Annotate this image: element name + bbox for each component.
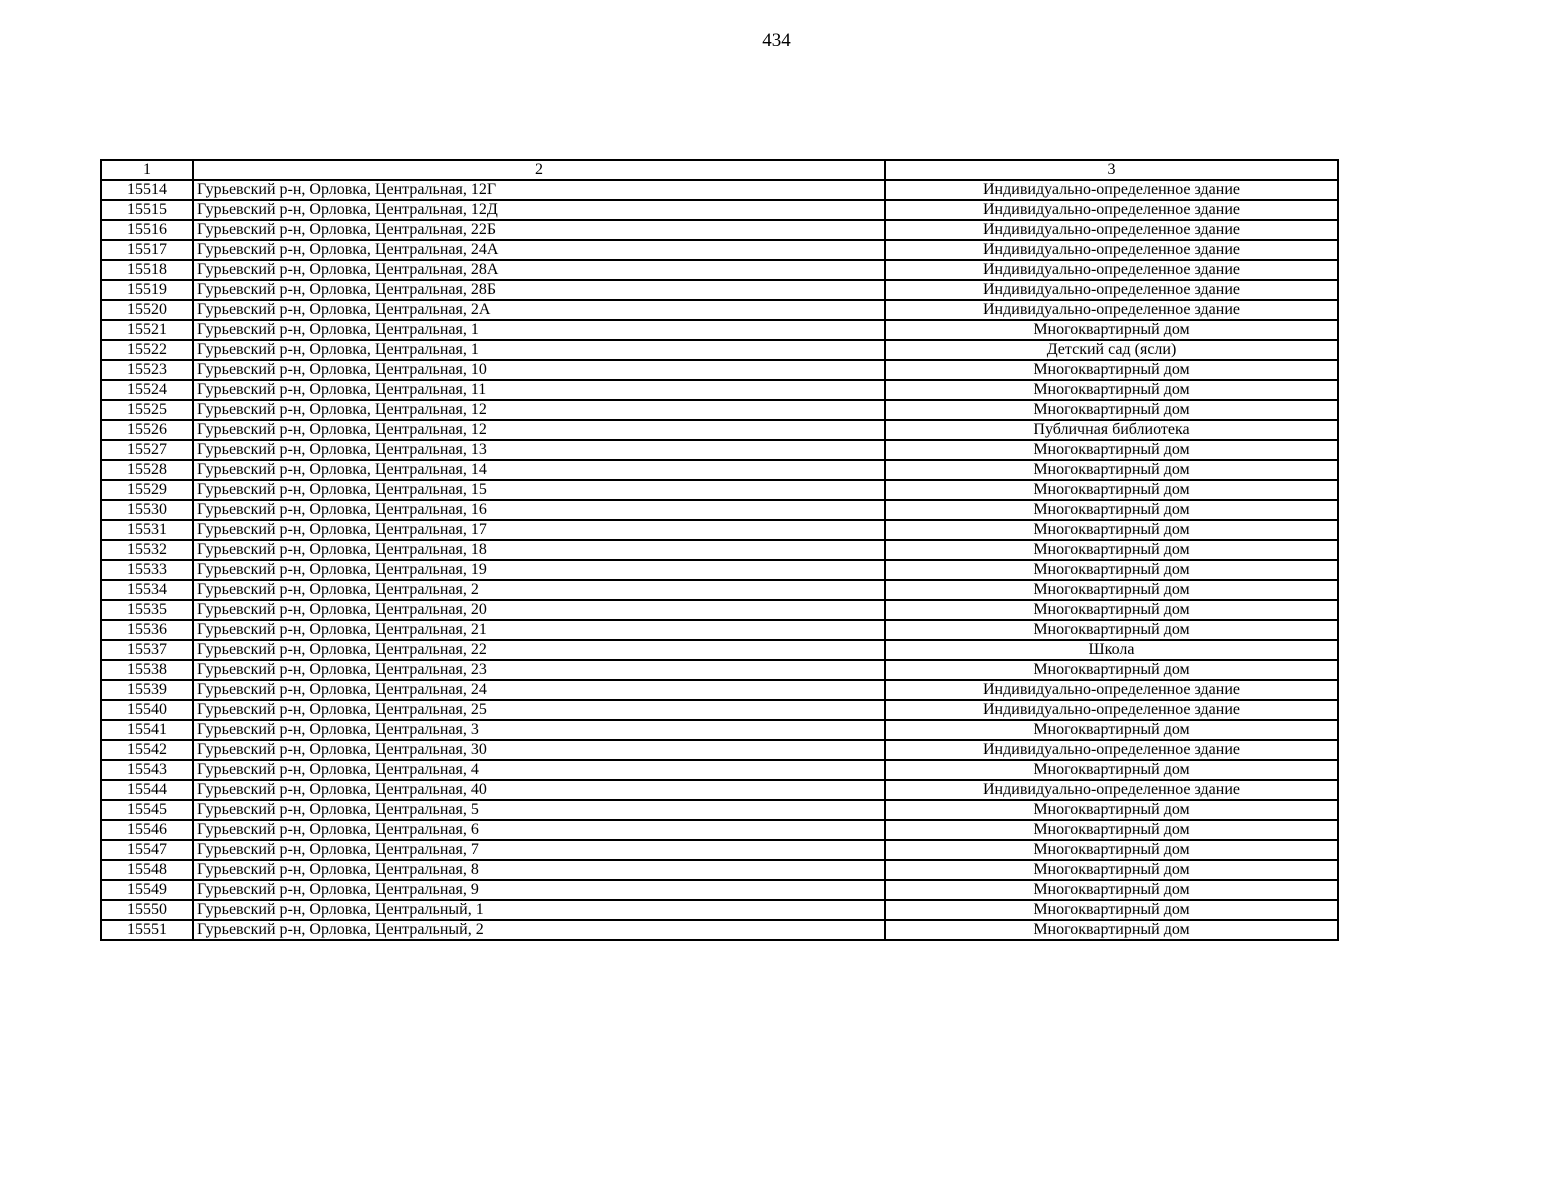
row-object-type: Индивидуально-определенное здание (885, 200, 1338, 220)
table-row (101, 360, 1338, 380)
row-object-type: Многоквартирный дом (885, 500, 1338, 520)
row-address: Гурьевский р-н, Орловка, Центральная, 15 (193, 480, 885, 500)
row-object-type: Многоквартирный дом (885, 560, 1338, 580)
registry-table (100, 159, 1339, 941)
row-address: Гурьевский р-н, Орловка, Центральная, 40 (193, 780, 885, 800)
row-number: 15524 (101, 380, 193, 400)
row-number: 15551 (101, 920, 193, 940)
row-address: Гурьевский р-н, Орловка, Центральная, 17 (193, 520, 885, 540)
row-object-type: Многоквартирный дом (885, 860, 1338, 880)
row-address: Гурьевский р-н, Орловка, Центральная, 5 (193, 800, 885, 820)
row-address: Гурьевский р-н, Орловка, Центральная, 3 (193, 720, 885, 740)
header-col-1: 1 (101, 160, 193, 180)
table-row (101, 780, 1338, 800)
row-address: Гурьевский р-н, Орловка, Центральная, 9 (193, 880, 885, 900)
row-address: Гурьевский р-н, Орловка, Центральная, 23 (193, 660, 885, 680)
table-row (101, 640, 1338, 660)
table-row (101, 520, 1338, 540)
table-row (101, 580, 1338, 600)
row-address: Гурьевский р-н, Орловка, Центральная, 22 (193, 640, 885, 660)
row-number: 15538 (101, 660, 193, 680)
row-number: 15529 (101, 480, 193, 500)
row-object-type: Многоквартирный дом (885, 580, 1338, 600)
row-number: 15534 (101, 580, 193, 600)
row-object-type: Многоквартирный дом (885, 520, 1338, 540)
row-address: Гурьевский р-н, Орловка, Центральная, 30 (193, 740, 885, 760)
row-number: 15527 (101, 440, 193, 460)
row-number: 15539 (101, 680, 193, 700)
row-object-type: Публичная библиотека (885, 420, 1338, 440)
row-number: 15540 (101, 700, 193, 720)
row-number: 15549 (101, 880, 193, 900)
table-row (101, 720, 1338, 740)
table-row (101, 860, 1338, 880)
row-address: Гурьевский р-н, Орловка, Центральная, 18 (193, 540, 885, 560)
row-number: 15519 (101, 280, 193, 300)
table-row (101, 920, 1338, 940)
row-object-type: Многоквартирный дом (885, 880, 1338, 900)
table-row (101, 620, 1338, 640)
table-row (101, 820, 1338, 840)
table-row (101, 880, 1338, 900)
row-object-type: Многоквартирный дом (885, 820, 1338, 840)
row-address: Гурьевский р-н, Орловка, Центральная, 7 (193, 840, 885, 860)
row-number: 15523 (101, 360, 193, 380)
row-number: 15522 (101, 340, 193, 360)
row-number: 15537 (101, 640, 193, 660)
row-address: Гурьевский р-н, Орловка, Центральная, 21 (193, 620, 885, 640)
table-row (101, 660, 1338, 680)
row-object-type: Многоквартирный дом (885, 460, 1338, 480)
row-object-type: Индивидуально-определенное здание (885, 680, 1338, 700)
table-row (101, 340, 1338, 360)
table-row (101, 800, 1338, 820)
table-row (101, 600, 1338, 620)
table-body (101, 180, 1338, 940)
table-row (101, 420, 1338, 440)
row-address: Гурьевский р-н, Орловка, Центральная, 12 (193, 420, 885, 440)
row-address: Гурьевский р-н, Орловка, Центральный, 2 (193, 920, 885, 940)
row-number: 15521 (101, 320, 193, 340)
table-row (101, 760, 1338, 780)
row-object-type: Многоквартирный дом (885, 840, 1338, 860)
row-address: Гурьевский р-н, Орловка, Центральная, 8 (193, 860, 885, 880)
row-number: 15543 (101, 760, 193, 780)
row-object-type: Индивидуально-определенное здание (885, 240, 1338, 260)
row-number: 15520 (101, 300, 193, 320)
row-number: 15531 (101, 520, 193, 540)
row-number: 15533 (101, 560, 193, 580)
row-object-type: Многоквартирный дом (885, 760, 1338, 780)
row-number: 15550 (101, 900, 193, 920)
row-number: 15542 (101, 740, 193, 760)
row-object-type: Многоквартирный дом (885, 380, 1338, 400)
row-object-type: Многоквартирный дом (885, 720, 1338, 740)
row-object-type: Многоквартирный дом (885, 600, 1338, 620)
table-row (101, 300, 1338, 320)
row-object-type: Многоквартирный дом (885, 480, 1338, 500)
table-row (101, 440, 1338, 460)
row-object-type: Многоквартирный дом (885, 540, 1338, 560)
row-address: Гурьевский р-н, Орловка, Центральная, 24 (193, 680, 885, 700)
row-address: Гурьевский р-н, Орловка, Центральная, 1 (193, 320, 885, 340)
row-number: 15528 (101, 460, 193, 480)
row-number: 15532 (101, 540, 193, 560)
row-address: Гурьевский р-н, Орловка, Центральная, 6 (193, 820, 885, 840)
row-address: Гурьевский р-н, Орловка, Центральная, 28А (193, 260, 885, 280)
row-object-type: Многоквартирный дом (885, 620, 1338, 640)
table-row (101, 500, 1338, 520)
row-address: Гурьевский р-н, Орловка, Центральная, 22Б (193, 220, 885, 240)
row-address: Гурьевский р-н, Орловка, Центральная, 12 (193, 400, 885, 420)
table-row (101, 400, 1338, 420)
row-address: Гурьевский р-н, Орловка, Центральная, 2 (193, 580, 885, 600)
table-row (101, 740, 1338, 760)
row-number: 15545 (101, 800, 193, 820)
row-object-type: Школа (885, 640, 1338, 660)
row-address: Гурьевский р-н, Орловка, Центральная, 1 (193, 340, 885, 360)
row-number: 15541 (101, 720, 193, 740)
row-object-type: Индивидуально-определенное здание (885, 740, 1338, 760)
row-address: Гурьевский р-н, Орловка, Центральный, 1 (193, 900, 885, 920)
row-object-type: Индивидуально-определенное здание (885, 260, 1338, 280)
row-object-type: Индивидуально-определенное здание (885, 220, 1338, 240)
table-row (101, 180, 1338, 200)
table-row (101, 200, 1338, 220)
header-row (101, 160, 1338, 180)
row-number: 15514 (101, 180, 193, 200)
table-row (101, 680, 1338, 700)
row-address: Гурьевский р-н, Орловка, Центральная, 13 (193, 440, 885, 460)
row-address: Гурьевский р-н, Орловка, Центральная, 4 (193, 760, 885, 780)
table-header (101, 160, 1338, 180)
table-row (101, 900, 1338, 920)
row-number: 15525 (101, 400, 193, 420)
row-number: 15547 (101, 840, 193, 860)
row-object-type: Многоквартирный дом (885, 360, 1338, 380)
row-address: Гурьевский р-н, Орловка, Центральная, 12Д (193, 200, 885, 220)
row-object-type: Детский сад (ясли) (885, 340, 1338, 360)
row-object-type: Многоквартирный дом (885, 400, 1338, 420)
row-object-type: Индивидуально-определенное здание (885, 280, 1338, 300)
row-object-type: Многоквартирный дом (885, 920, 1338, 940)
row-object-type: Индивидуально-определенное здание (885, 780, 1338, 800)
row-address: Гурьевский р-н, Орловка, Центральная, 25 (193, 700, 885, 720)
row-number: 15544 (101, 780, 193, 800)
header-col-2: 2 (193, 160, 885, 180)
table-row (101, 320, 1338, 340)
row-object-type: Многоквартирный дом (885, 660, 1338, 680)
table-row (101, 480, 1338, 500)
row-number: 15546 (101, 820, 193, 840)
row-number: 15530 (101, 500, 193, 520)
row-object-type: Многоквартирный дом (885, 900, 1338, 920)
row-number: 15526 (101, 420, 193, 440)
header-col-3: 3 (885, 160, 1338, 180)
row-address: Гурьевский р-н, Орловка, Центральная, 19 (193, 560, 885, 580)
table-row (101, 260, 1338, 280)
row-address: Гурьевский р-н, Орловка, Центральная, 11 (193, 380, 885, 400)
table-row (101, 280, 1338, 300)
row-object-type: Многоквартирный дом (885, 440, 1338, 460)
row-object-type: Индивидуально-определенное здание (885, 300, 1338, 320)
row-object-type: Многоквартирный дом (885, 800, 1338, 820)
row-number: 15536 (101, 620, 193, 640)
row-number: 15535 (101, 600, 193, 620)
table-row (101, 220, 1338, 240)
table-row (101, 700, 1338, 720)
row-address: Гурьевский р-н, Орловка, Центральная, 12Г (193, 180, 885, 200)
table-row (101, 460, 1338, 480)
row-address: Гурьевский р-н, Орловка, Центральная, 20 (193, 600, 885, 620)
row-number: 15518 (101, 260, 193, 280)
row-address: Гурьевский р-н, Орловка, Центральная, 2А (193, 300, 885, 320)
row-number: 15515 (101, 200, 193, 220)
table-row (101, 560, 1338, 580)
table-row (101, 240, 1338, 260)
row-number: 15517 (101, 240, 193, 260)
row-address: Гурьевский р-н, Орловка, Центральная, 24А (193, 240, 885, 260)
row-object-type: Индивидуально-определенное здание (885, 700, 1338, 720)
row-object-type: Индивидуально-определенное здание (885, 180, 1338, 200)
row-object-type: Многоквартирный дом (885, 320, 1338, 340)
row-number: 15516 (101, 220, 193, 240)
table-row (101, 840, 1338, 860)
table-row (101, 540, 1338, 560)
row-address: Гурьевский р-н, Орловка, Центральная, 28Б (193, 280, 885, 300)
table-row (101, 380, 1338, 400)
row-number: 15548 (101, 860, 193, 880)
page-number: 434 (762, 30, 791, 51)
row-address: Гурьевский р-н, Орловка, Центральная, 16 (193, 500, 885, 520)
row-address: Гурьевский р-н, Орловка, Центральная, 14 (193, 460, 885, 480)
row-address: Гурьевский р-н, Орловка, Центральная, 10 (193, 360, 885, 380)
